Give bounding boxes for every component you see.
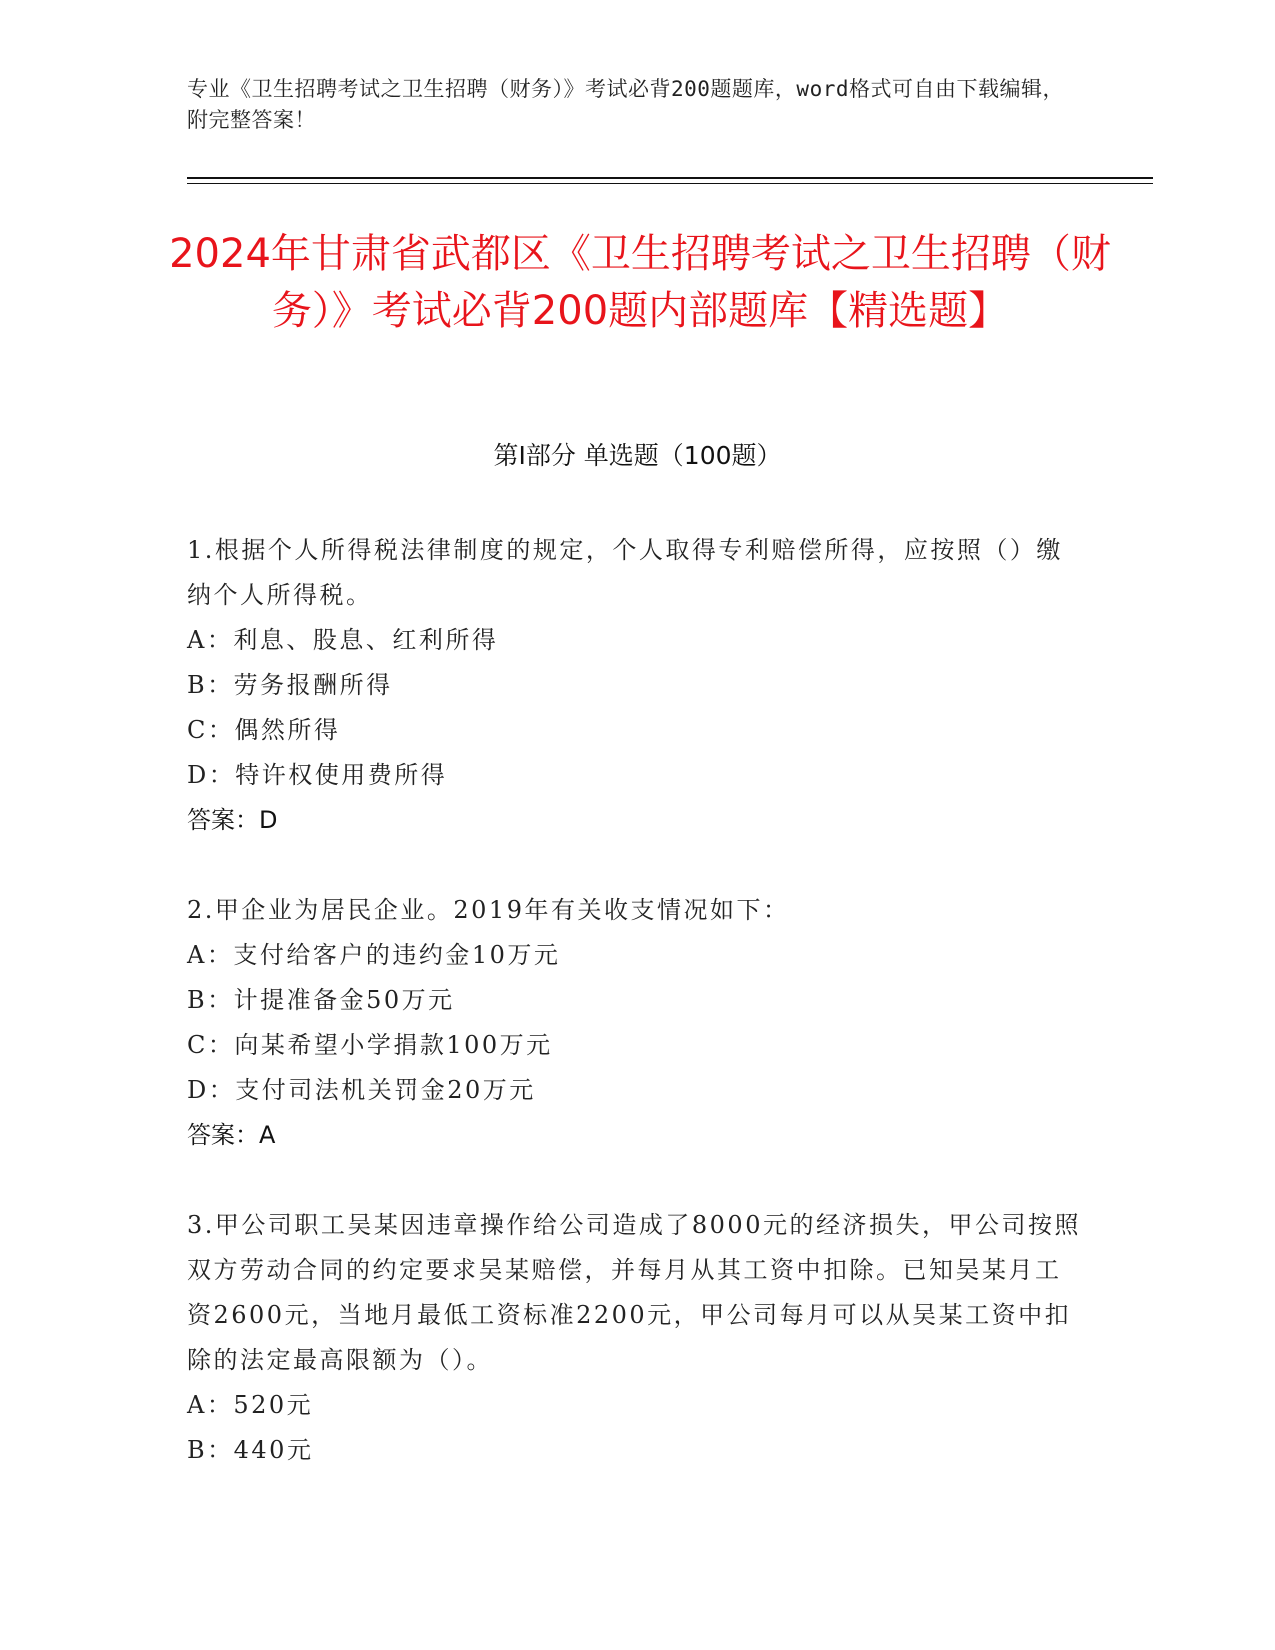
option-d: D：支付司法机关罚金20万元 — [187, 1076, 536, 1104]
question-1 — [187, 528, 1087, 843]
option-a: A：支付给客户的违约金10万元 — [187, 941, 561, 969]
question-stem: 3.甲公司职工吴某因违章操作给公司造成了8000元的经济损失，甲公司按照双方劳动合同的约定要求吴某赔偿，并每月从其工资中扣除。已知吴某月工资2600元，当地月最低工资标准2200元，甲公司每月可以从吴某工资中扣除的法定最高限额为（）。 — [187, 1211, 1081, 1374]
header-rule-thin — [187, 183, 1153, 184]
option-c: C：向某希望小学捐款100万元 — [187, 1031, 553, 1059]
option-b: B：计提准备金50万元 — [187, 986, 455, 1014]
option-a: A：利息、股息、红利所得 — [187, 626, 499, 654]
header-rule-thick — [187, 177, 1153, 179]
question-3 — [187, 1203, 1087, 1473]
section-title: 第I部分 单选题（100题） — [493, 441, 782, 470]
option-b: B：440元 — [187, 1436, 314, 1464]
question-list — [187, 528, 1087, 1518]
header-note: 专业《卫生招聘考试之卫生招聘（财务）》考试必背200题题库，word格式可自由下载编辑，附完整答案！ — [187, 77, 1064, 132]
answer: 答案：D — [187, 806, 278, 834]
option-c: C：偶然所得 — [187, 716, 341, 744]
question-2 — [187, 888, 1087, 1158]
answer: 答案：A — [187, 1121, 276, 1149]
document-title: 2024年甘肃省武都区《卫生招聘考试之卫生招聘（财务）》考试必背200题内部题库【精选题】 — [169, 231, 1111, 334]
question-stem: 1.根据个人所得税法律制度的规定，个人取得专利赔偿所得，应按照（）缴纳个人所得税。 — [187, 536, 1063, 609]
option-d: D：特许权使用费所得 — [187, 761, 448, 789]
option-b: B：劳务报酬所得 — [187, 671, 393, 699]
option-a: A：520元 — [187, 1391, 314, 1419]
question-stem: 2.甲企业为居民企业。2019年有关收支情况如下： — [187, 896, 790, 924]
